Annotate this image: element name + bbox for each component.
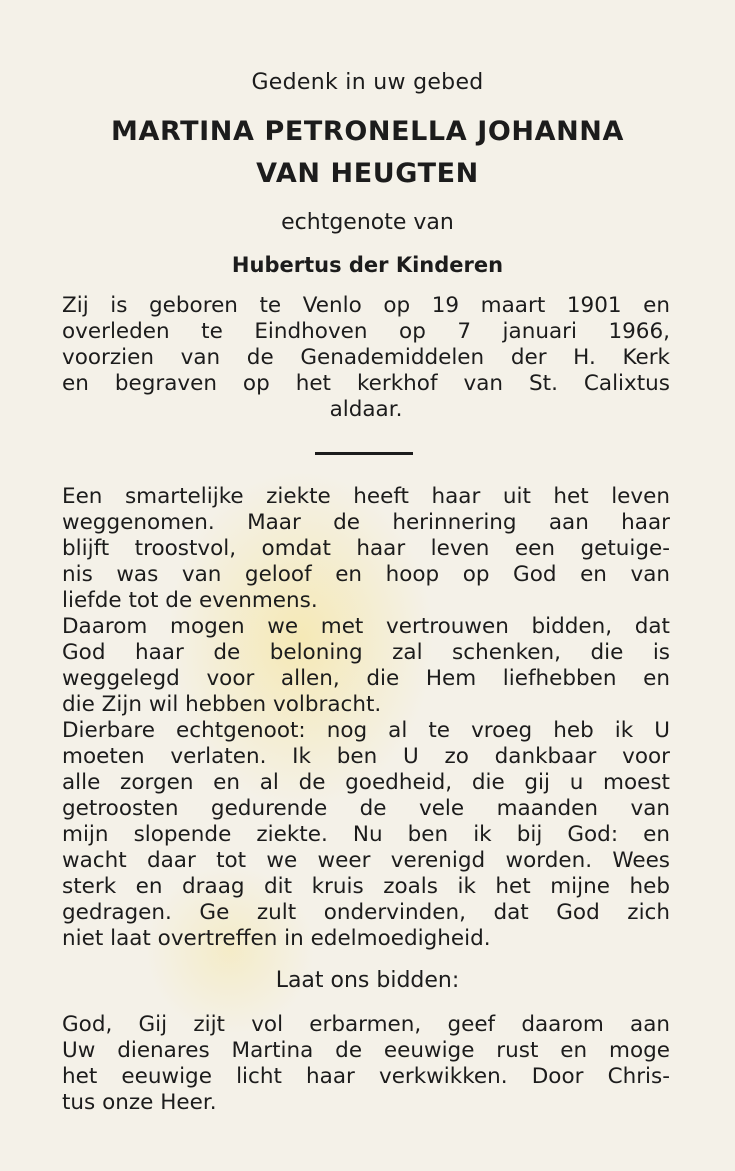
prayer-line: het eeuwige licht haar verkwikken. Door Chris- <box>62 1064 670 1089</box>
text-line: gedragen. Ge zult ondervinden, dat God zich <box>62 900 670 925</box>
prayer-paragraph <box>62 1012 670 1116</box>
bio-line: Zij is geboren te Venlo op 19 maart 1901 en <box>62 293 670 318</box>
divider-rule <box>315 452 413 455</box>
text-line: weggenomen. Maar de herinnering aan haar <box>62 510 670 535</box>
intro-heading: Gedenk in uw gebed <box>251 70 484 95</box>
text-line: getroosten gedurende de vele maanden van <box>62 796 670 821</box>
text-line: sterk en draag dit kruis zoals ik het mijne heb <box>62 874 670 899</box>
bio-line: overleden te Eindhoven op 7 januari 1966, <box>62 319 670 344</box>
bio-line: en begraven op het kerkhof van St. Calixtus <box>62 371 670 396</box>
text-line: blijft troostvol, omdat haar leven een getuige- <box>62 536 670 561</box>
text-line: mijn slopende ziekte. Nu ben ik bij God: en <box>62 822 670 847</box>
memorial-text-paragraph <box>62 484 670 952</box>
prayer-line: God, Gij zijt vol erbarmen, geef daarom aan <box>62 1012 670 1037</box>
text-line: wacht daar tot we weer verenigd worden. Wees <box>62 848 670 873</box>
biography-paragraph <box>62 293 670 423</box>
text-line: nis was van geloof en hoop op God en van <box>62 562 670 587</box>
spouse-name: Hubertus der Kinderen <box>231 253 504 277</box>
text-line: moeten verlaten. Ik ben U zo dankbaar voor <box>62 744 670 769</box>
deceased-name-line-1: MARTINA PETRONELLA JOHANNA <box>110 116 625 147</box>
text-line: die Zijn wil hebben volbracht. <box>62 692 382 717</box>
text-line: niet laat overtreffen in edelmoedigheid. <box>62 926 491 951</box>
text-line: liefde tot de evenmens. <box>62 588 318 613</box>
bio-line: voorzien van de Genademiddelen der H. Kerk <box>62 345 670 370</box>
prayer-heading: Laat ons bidden: <box>275 968 460 993</box>
bio-line: aldaar. <box>329 397 403 422</box>
text-line: God haar de beloning zal schenken, die is <box>62 640 670 665</box>
spouse-intro: echtgenote van <box>281 210 454 235</box>
text-line: Een smartelijke ziekte heeft haar uit het leven <box>62 484 670 509</box>
prayer-line: Uw dienares Martina de eeuwige rust en moge <box>62 1038 670 1063</box>
text-line: weggelegd voor allen, die Hem liefhebben en <box>62 666 670 691</box>
text-line: Dierbare echtgenoot: nog al te vroeg heb ik U <box>62 718 670 743</box>
prayer-line: tus onze Heer. <box>62 1090 217 1115</box>
text-line: Daarom mogen we met vertrouwen bidden, dat <box>62 614 670 639</box>
text-line: alle zorgen en al de goedheid, die gij u moest <box>62 770 670 795</box>
deceased-name-line-2: VAN HEUGTEN <box>256 158 479 189</box>
